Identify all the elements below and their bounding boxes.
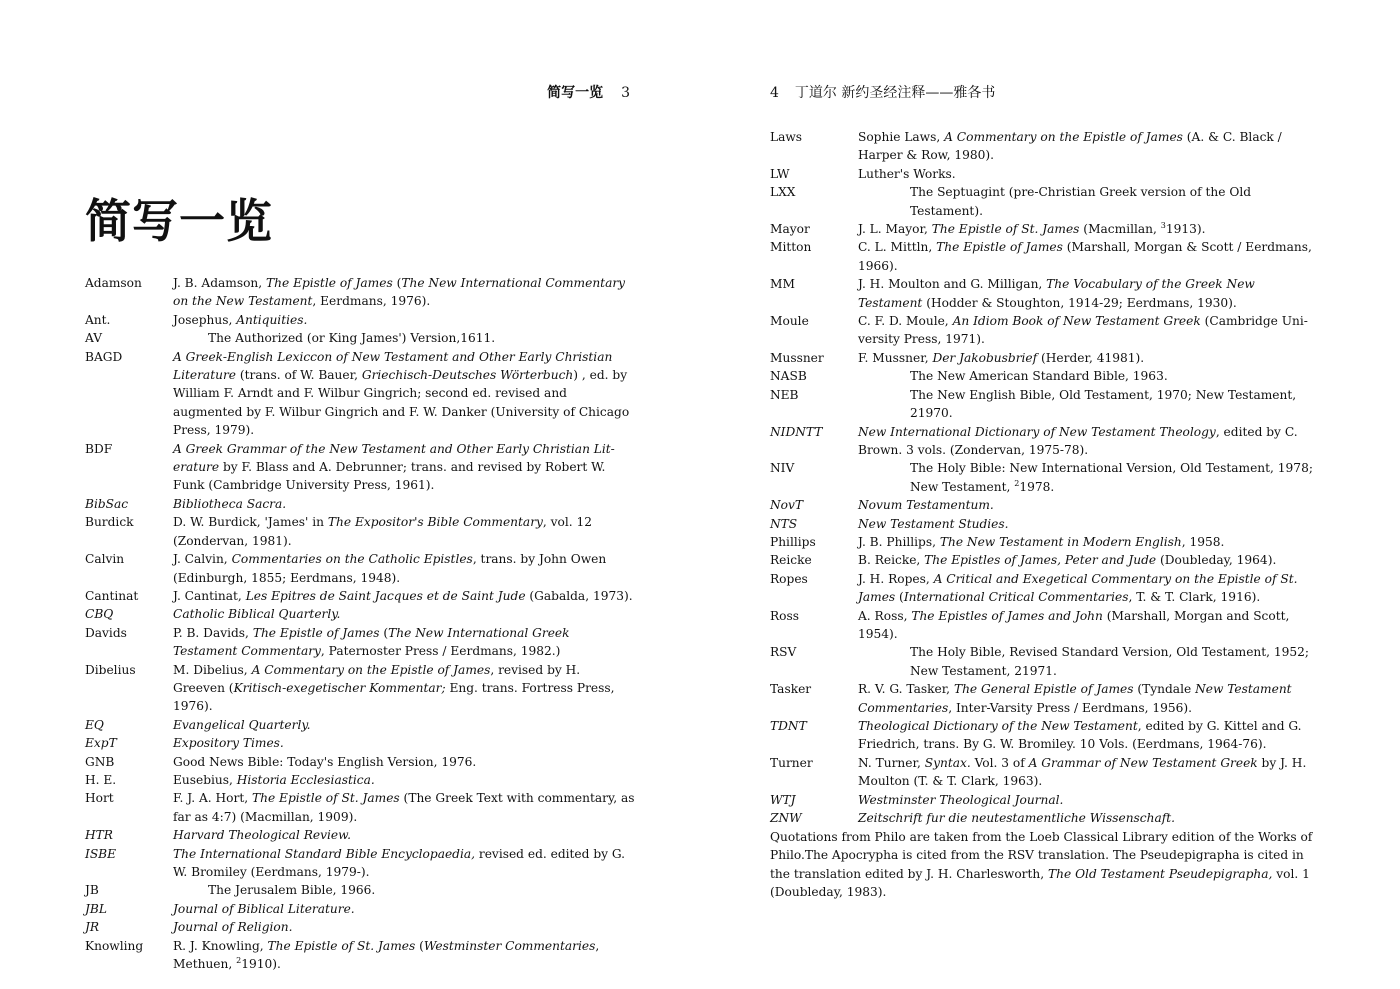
abbreviation: Knowling bbox=[85, 938, 144, 953]
text-run: N. Turner, bbox=[858, 755, 925, 770]
italic-text: The Epistles of James, Peter and Jude bbox=[924, 553, 1157, 568]
abbreviation: Burdick bbox=[85, 515, 134, 530]
text-run: , Paternoster Press / Eerdmans, 1982.) bbox=[320, 644, 561, 659]
italic-text: The Epistles of James and John bbox=[911, 608, 1103, 623]
text-run: (Cambridge Uni-versity Press, 1971). bbox=[858, 314, 1308, 347]
italic-text: Journal of Religion. bbox=[173, 920, 293, 935]
abbreviation-entry bbox=[85, 661, 635, 716]
abbreviation: H. E. bbox=[85, 772, 117, 787]
abbreviation-entry bbox=[85, 329, 635, 347]
abbreviation-description bbox=[173, 440, 635, 495]
italic-text: The Old Testament Pseudepigrapha, bbox=[1048, 866, 1273, 881]
text-run: (Macmillan, bbox=[1079, 222, 1161, 237]
abbreviation-entry bbox=[770, 275, 1320, 312]
text-run: R. J. Knowling, bbox=[173, 938, 268, 953]
italic-text: An Idiom Book of New Testament Greek bbox=[952, 314, 1201, 329]
text-run: J. Cantinat, bbox=[173, 588, 246, 603]
text-run: , Inter-Varsity Press / Eerdmans, 1956). bbox=[948, 700, 1193, 715]
abbreviation-entry bbox=[85, 513, 635, 550]
italic-text: Syntax. bbox=[924, 755, 971, 770]
chapter-title: 简写一览 bbox=[85, 194, 273, 248]
abbreviation-entry bbox=[85, 311, 635, 329]
abbreviation-description bbox=[173, 771, 635, 789]
abbreviation: Turner bbox=[770, 755, 813, 770]
italic-text: The Epistle of James bbox=[252, 625, 380, 640]
abbreviation-description bbox=[858, 791, 1320, 809]
right-page bbox=[700, 0, 1400, 989]
text-run: Eusebius, bbox=[173, 772, 237, 787]
abbreviation-entry bbox=[770, 183, 1320, 220]
abbreviation-description bbox=[173, 881, 635, 899]
header-title: 丁道尔 新约圣经注释——雅各书 bbox=[794, 85, 996, 101]
italic-text: The Expositor's Bible Commentary bbox=[327, 515, 543, 530]
abbreviation: Ropes bbox=[770, 571, 808, 586]
italic-text: Zeitschrift fur die neutestamentliche Wissenschaft. bbox=[858, 811, 1176, 826]
abbreviation: Davids bbox=[85, 625, 127, 640]
abbreviation: AV bbox=[85, 331, 102, 346]
abbreviation: EQ bbox=[85, 717, 104, 732]
abbreviation-entry bbox=[85, 624, 635, 661]
abbreviation: GNB bbox=[85, 754, 115, 769]
abbreviation-entry bbox=[770, 809, 1320, 827]
italic-text: The Epistle of St. James bbox=[931, 222, 1080, 237]
abbreviation-description bbox=[173, 753, 635, 771]
text-run: , trans. by John Owen (Edinburgh, 1855; Eerdmans, 1948). bbox=[173, 552, 607, 585]
text-run: C. L. Mittln, bbox=[858, 240, 937, 255]
abbreviation: JR bbox=[85, 920, 100, 935]
text-run: (Herder, 41981). bbox=[1037, 350, 1145, 365]
abbreviation-description bbox=[173, 734, 635, 752]
abbreviation-description bbox=[173, 311, 635, 329]
text-run: C. F. D. Moule, bbox=[858, 314, 953, 329]
abbreviation-description bbox=[858, 643, 1320, 680]
abbreviation-description bbox=[858, 551, 1320, 569]
text-run: , Methuen, bbox=[173, 938, 600, 972]
text-run: The Septuagint (pre-Christian Greek version of the Old Testament). bbox=[910, 185, 1252, 218]
abbreviation-entry bbox=[770, 165, 1320, 183]
abbreviation-entry bbox=[770, 459, 1320, 496]
text-run: The New English Bible, Old Testament, 1970; New Testament, 21970. bbox=[910, 387, 1297, 421]
italic-text: Commentaries on the Catholic Epistles bbox=[231, 552, 473, 567]
running-header-right bbox=[770, 82, 995, 102]
abbreviation-entry bbox=[770, 607, 1320, 644]
abbreviation-entry bbox=[85, 845, 635, 882]
abbreviation-list-left bbox=[85, 274, 635, 973]
text-run: M. Dibelius, bbox=[173, 662, 252, 677]
abbreviation-description bbox=[858, 607, 1320, 644]
abbreviation: RSV bbox=[770, 645, 797, 660]
abbreviation-description bbox=[173, 348, 635, 440]
text-run: , vol. 12 (Zondervan, 1981). bbox=[173, 515, 593, 548]
abbreviation: TDNT bbox=[770, 719, 807, 733]
italic-text: A Grammar of New Testament Greek bbox=[1028, 755, 1258, 770]
abbreviation-entry bbox=[770, 220, 1320, 238]
italic-text: The International Standard Bible Encyclopaedia, bbox=[173, 846, 476, 861]
abbreviation: Reicke bbox=[770, 553, 812, 568]
abbreviation-description bbox=[173, 937, 635, 974]
abbreviation-description bbox=[858, 220, 1320, 238]
text-run: J. B. Adamson, bbox=[173, 276, 267, 290]
italic-text: The General Epistle of James bbox=[953, 682, 1134, 697]
italic-text: Antiquities. bbox=[236, 312, 308, 327]
abbreviation-entry bbox=[85, 440, 635, 495]
abbreviation-entry bbox=[770, 533, 1320, 551]
abbreviation-description bbox=[173, 900, 635, 918]
abbreviation-entry bbox=[85, 789, 635, 826]
abbreviation-entry bbox=[770, 349, 1320, 367]
abbreviation-entry bbox=[770, 680, 1320, 717]
superscript: 3 bbox=[1160, 220, 1166, 230]
italic-text: The New International Commentary on the New Testament bbox=[173, 276, 626, 309]
italic-text: Evangelical Quarterly. bbox=[173, 717, 311, 732]
text-run: revised ed. edited by G. W. Bromiley (Eerdmans, 1979-). bbox=[173, 846, 626, 879]
abbreviation-description bbox=[858, 533, 1320, 551]
abbreviation: NTS bbox=[770, 516, 798, 531]
text-run: ( bbox=[379, 625, 389, 640]
abbreviation-entry bbox=[770, 551, 1320, 569]
abbreviation-description bbox=[858, 312, 1320, 349]
abbreviation-list-right bbox=[770, 128, 1320, 827]
text-run: Luther's Works. bbox=[858, 166, 956, 181]
abbreviation-description bbox=[858, 128, 1320, 165]
abbreviation-entry bbox=[85, 734, 635, 752]
italic-text: A Critical and Exegetical Commentary on the Epistle of St. James bbox=[858, 571, 1298, 605]
text-run: Quotations from Philo are taken from the Loeb Classical Library edition of the Works of Philo.The Apocrypha is cited from the RSV translation. The Pseudepigrapha is cited in the translation edited by J. H. Charlesworth, bbox=[770, 830, 1313, 881]
abbreviation: Phillips bbox=[770, 534, 816, 549]
abbreviation-description bbox=[173, 789, 635, 826]
italic-text: The New Testament in Modern English bbox=[939, 534, 1182, 549]
text-run: ( bbox=[895, 590, 904, 605]
text-run: The New American Standard Bible, 1963. bbox=[910, 369, 1168, 384]
abbreviation-entry bbox=[770, 423, 1320, 460]
italic-text: The Epistle of James bbox=[266, 276, 393, 290]
abbreviation-entry bbox=[770, 515, 1320, 533]
abbreviation-entry bbox=[85, 716, 635, 734]
text-run: , Eerdmans, 1976). bbox=[312, 294, 431, 309]
italic-text: Kritisch-exegetischer Kommentar; bbox=[233, 680, 446, 695]
italic-text: Expository Times. bbox=[173, 736, 284, 751]
italic-text: International Critical Commentaries bbox=[903, 590, 1129, 605]
abbreviation-entry bbox=[770, 791, 1320, 809]
text-run: vol. 1 (Doubleday, 1983). bbox=[770, 866, 1310, 900]
text-run: Eng. trans. Fortress Press, 1976). bbox=[173, 680, 615, 714]
abbreviation: LXX bbox=[770, 185, 796, 200]
abbreviation-entry bbox=[770, 128, 1320, 165]
abbreviation-description bbox=[858, 349, 1320, 367]
abbreviation: Tasker bbox=[770, 682, 812, 697]
italic-text: The New International Greek Testament Commentary bbox=[173, 625, 570, 659]
abbreviation: Ant. bbox=[85, 312, 111, 327]
text-run: D. W. Burdick, 'James' in bbox=[173, 515, 328, 530]
abbreviation-description bbox=[858, 386, 1320, 423]
abbreviation-entry bbox=[85, 550, 635, 587]
text-run: A. Ross, bbox=[858, 608, 912, 623]
abbreviation-description bbox=[173, 329, 635, 347]
abbreviation-entry bbox=[770, 717, 1320, 754]
abbreviation-description bbox=[858, 496, 1320, 514]
abbreviation-description bbox=[858, 423, 1320, 460]
abbreviation-description bbox=[173, 274, 635, 311]
superscript: 2 bbox=[236, 955, 242, 965]
abbreviation-entry bbox=[770, 386, 1320, 423]
abbreviation: Ross bbox=[770, 608, 800, 623]
text-run: F. J. A. Hort, bbox=[173, 791, 252, 806]
italic-text: The Epistle of St. James bbox=[267, 938, 416, 953]
text-run: B. Reicke, bbox=[858, 553, 925, 568]
text-run: by J. H. Moulton (T. & T. Clark, 1963). bbox=[858, 755, 1307, 789]
text-run: J. Calvin, bbox=[173, 552, 232, 567]
text-run: (A. & C. Black / Harper & Row, 1980). bbox=[858, 130, 1282, 163]
abbreviation-description bbox=[173, 826, 635, 844]
abbreviation-entry bbox=[85, 771, 635, 789]
abbreviation: Laws bbox=[770, 130, 803, 144]
text-run: (The Greek Text with commentary, as far as 4:7) (Macmillan, 1909). bbox=[173, 791, 635, 824]
abbreviation-entry bbox=[85, 274, 635, 311]
abbreviation: JBL bbox=[85, 901, 107, 916]
abbreviation-entry bbox=[85, 937, 635, 974]
italic-text: A Greek-English Lexiccon of New Testament and Other Early Christian Literature bbox=[173, 349, 613, 383]
abbreviation: HTR bbox=[85, 828, 113, 843]
italic-text: Catholic Biblical Quarterly. bbox=[173, 607, 341, 622]
abbreviation-entry bbox=[85, 753, 635, 771]
page-number: 4 bbox=[770, 85, 779, 101]
abbreviation-description bbox=[173, 605, 635, 623]
footnote bbox=[770, 828, 1318, 902]
abbreviation: ISBE bbox=[85, 846, 117, 861]
abbreviation-entry bbox=[770, 312, 1320, 349]
text-run: 1913). bbox=[1165, 222, 1206, 237]
text-run: Vol. 3 of bbox=[970, 755, 1029, 770]
abbreviation-description bbox=[858, 754, 1320, 791]
abbreviation-description bbox=[858, 570, 1320, 607]
text-run: R. V. G. Tasker, bbox=[858, 682, 954, 697]
text-run: Good News Bible: Today's English Version, 1976. bbox=[173, 754, 477, 769]
text-run: Josephus, bbox=[173, 312, 237, 327]
abbreviation-description bbox=[858, 367, 1320, 385]
abbreviation-entry bbox=[770, 367, 1320, 385]
abbreviation-entry bbox=[85, 881, 635, 899]
text-run: , edited by C. Brown. 3 vols. (Zondervan, 1975-78). bbox=[858, 424, 1298, 457]
italic-text: A Commentary on the Epistle of James bbox=[251, 662, 491, 677]
abbreviation-entry bbox=[85, 348, 635, 440]
abbreviation: NASB bbox=[770, 369, 807, 384]
abbreviation: Calvin bbox=[85, 552, 125, 567]
italic-text: The Vocabulary of the Greek New Testament bbox=[858, 277, 1255, 310]
abbreviation: Hort bbox=[85, 791, 114, 806]
abbreviation: ExpT bbox=[85, 736, 117, 751]
text-run: , edited by G. Kittel and G. Friedrich, trans. By G. W. Bromiley. 10 Vols. (Eerdmans, 1964-76). bbox=[858, 719, 1302, 752]
text-run: The Holy Bible: New International Version, Old Testament, 1978; New Testament, bbox=[910, 461, 1313, 494]
italic-text: The Epistle of James bbox=[936, 240, 1063, 255]
abbreviation-description bbox=[173, 587, 635, 605]
abbreviation: WTJ bbox=[770, 792, 796, 807]
abbreviation-entry bbox=[770, 570, 1320, 607]
abbreviation-description bbox=[173, 624, 635, 661]
abbreviation-description bbox=[173, 845, 635, 882]
abbreviation-description bbox=[858, 459, 1320, 496]
abbreviation-entry bbox=[85, 918, 635, 936]
italic-text: Griechisch-Deutsches Wörterbuch bbox=[361, 368, 574, 383]
text-run: , revised by H. Greeven ( bbox=[173, 662, 581, 695]
abbreviation-entry bbox=[85, 605, 635, 623]
abbreviation-entry bbox=[85, 587, 635, 605]
text-run: (Marshall, Morgan & Scott / Eerdmans, 1966). bbox=[858, 240, 1312, 273]
text-run: (Doubleday, 1964). bbox=[1156, 553, 1277, 568]
superscript: 2 bbox=[1014, 478, 1020, 488]
abbreviation-description bbox=[173, 716, 635, 734]
abbreviation-description bbox=[173, 495, 635, 513]
abbreviation-entry bbox=[770, 238, 1320, 275]
abbreviation-description bbox=[858, 183, 1320, 220]
page-number: 3 bbox=[621, 85, 630, 101]
abbreviation-entry bbox=[770, 754, 1320, 791]
abbreviation-description bbox=[173, 661, 635, 716]
abbreviation-description bbox=[858, 275, 1320, 312]
abbreviation: CBQ bbox=[85, 607, 114, 622]
abbreviation-entry bbox=[85, 495, 635, 513]
text-run: ) , ed. by William F. Arndt and F. Wilbur Gingrich; second ed. revised and augmented by F. Wilbur Gingrich and F. W. Danker (University of Chicago Press, 1979). bbox=[173, 368, 630, 438]
abbreviation: MM bbox=[770, 277, 795, 292]
abbreviation-description bbox=[858, 809, 1320, 827]
abbreviation-entry bbox=[770, 643, 1320, 680]
text-run: J. H. Moulton and G. Milligan, bbox=[858, 277, 1047, 292]
italic-text: A Commentary on the Epistle of James bbox=[944, 130, 1183, 144]
text-run: 1978. bbox=[1019, 479, 1055, 494]
text-run: (Tyndale bbox=[1133, 682, 1196, 697]
abbreviation: NovT bbox=[770, 498, 804, 513]
text-run: The Jerusalem Bible, 1966. bbox=[208, 883, 376, 898]
abbreviation: Mayor bbox=[770, 222, 810, 237]
abbreviation: Moule bbox=[770, 314, 809, 329]
text-run: P. B. Davids, bbox=[173, 625, 253, 640]
italic-text: New Testament Studies. bbox=[858, 516, 1009, 531]
abbreviation: JB bbox=[85, 883, 99, 898]
abbreviation-description bbox=[858, 238, 1320, 275]
abbreviation-description bbox=[858, 680, 1320, 717]
abbreviation: NIDNTT bbox=[770, 424, 823, 439]
italic-text: Harvard Theological Review. bbox=[173, 828, 351, 843]
abbreviation: BDF bbox=[85, 441, 113, 456]
text-run: F. Mussner, bbox=[858, 350, 933, 365]
text-run: by F. Blass and A. Debrunner; trans. and revised by Robert W. Funk (Cambridge University Press, 1961). bbox=[173, 460, 606, 493]
italic-text: New Testament Commentaries bbox=[858, 682, 1292, 715]
abbreviation: Cantinat bbox=[85, 588, 139, 603]
abbreviation-description bbox=[858, 515, 1320, 533]
text-run: (Gabalda, 1973). bbox=[525, 588, 633, 603]
text-run: , 1958. bbox=[1181, 534, 1225, 549]
abbreviation-entry bbox=[770, 496, 1320, 514]
italic-text: A Greek Grammar of the New Testament and Other Early Christian Lit-erature bbox=[173, 441, 615, 475]
text-run: J. L. Mayor, bbox=[858, 222, 932, 237]
italic-text: Historia Ecclesiastica. bbox=[236, 772, 375, 787]
text-run: (Marshall, Morgan and Scott, 1954). bbox=[858, 608, 1290, 641]
italic-text: Westminster Theological Journal. bbox=[858, 792, 1064, 807]
abbreviation-entry bbox=[85, 826, 635, 844]
text-run: J. B. Phillips, bbox=[858, 534, 940, 549]
text-run: (trans. of W. Bauer, bbox=[235, 368, 362, 383]
text-run: , T. & T. Clark, 1916). bbox=[1128, 590, 1261, 605]
running-header-left bbox=[547, 82, 630, 102]
italic-text: Les Epitres de Saint Jacques et de Saint Jude bbox=[245, 588, 526, 603]
text-run: J. H. Ropes, bbox=[858, 571, 934, 586]
abbreviation: NEB bbox=[770, 387, 799, 402]
abbreviation: BibSac bbox=[85, 496, 129, 511]
italic-text: Westminster Commentaries bbox=[423, 938, 596, 953]
abbreviation: Dibelius bbox=[85, 662, 136, 677]
header-title: 简写一览 bbox=[547, 85, 604, 101]
italic-text: Novum Testamentum. bbox=[858, 498, 994, 513]
italic-text: The Epistle of St. James bbox=[251, 791, 400, 806]
italic-text: Theological Dictionary of the New Testament bbox=[858, 719, 1138, 733]
abbreviation-description bbox=[173, 550, 635, 587]
text-run: The Authorized (or King James') Version,1611. bbox=[208, 331, 496, 346]
text-run: Sophie Laws, bbox=[858, 130, 945, 144]
italic-text: Journal of Biblical Literature. bbox=[173, 901, 355, 916]
abbreviation: ZNW bbox=[770, 811, 802, 826]
text-run: 1910). bbox=[241, 957, 281, 972]
abbreviation: LW bbox=[770, 166, 790, 181]
italic-text: New International Dictionary of New Testament Theology bbox=[858, 424, 1216, 439]
abbreviation: Mussner bbox=[770, 350, 824, 365]
abbreviation-description bbox=[858, 165, 1320, 183]
text-run: ( bbox=[415, 938, 424, 953]
abbreviation-description bbox=[173, 513, 635, 550]
abbreviation: NIV bbox=[770, 461, 795, 476]
italic-text: Bibliotheca Sacra. bbox=[173, 496, 287, 511]
text-run: (Hodder & Stoughton, 1914-29; Eerdmans, 1930). bbox=[922, 295, 1237, 310]
abbreviation-description bbox=[173, 918, 635, 936]
abbreviation-entry bbox=[85, 900, 635, 918]
italic-text: Der Jakobusbrief bbox=[932, 350, 1038, 365]
abbreviation: Mitton bbox=[770, 240, 812, 255]
abbreviation: BAGD bbox=[85, 349, 123, 364]
abbreviation-description bbox=[858, 717, 1320, 754]
text-run: The Holy Bible, Revised Standard Version, Old Testament, 1952; New Testament, 21971. bbox=[910, 645, 1310, 678]
abbreviation: Adamson bbox=[85, 276, 142, 290]
text-run: ( bbox=[392, 276, 402, 290]
